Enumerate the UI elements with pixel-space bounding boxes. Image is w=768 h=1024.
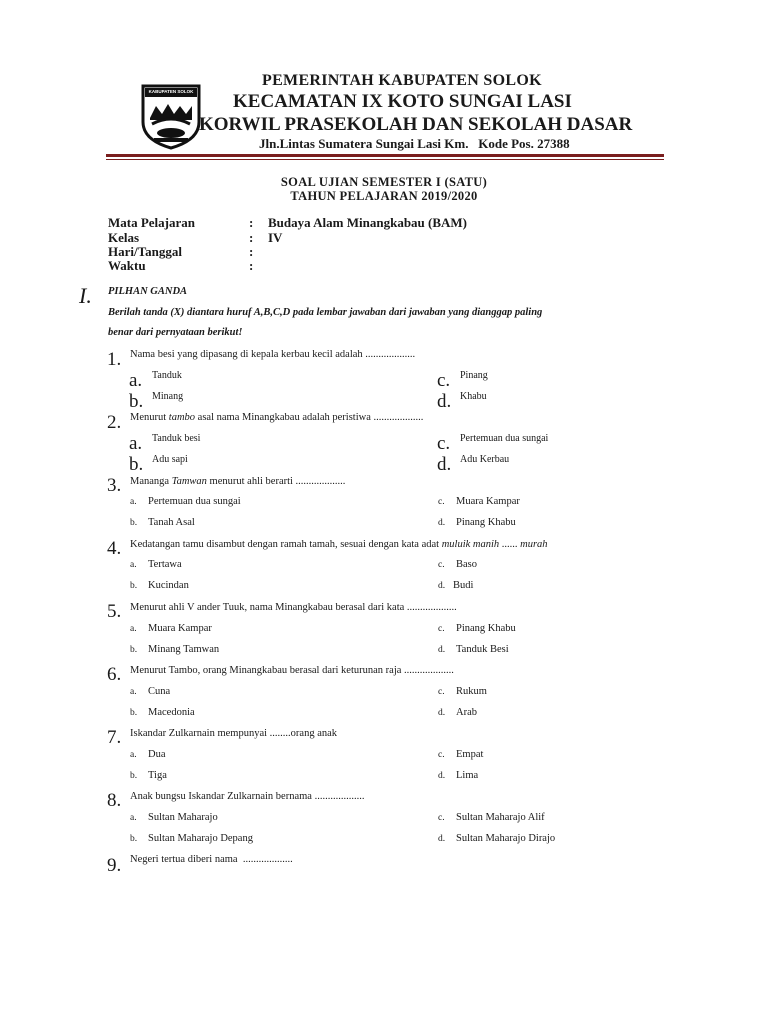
question-number: 7. [107, 727, 122, 748]
option-text: Pinang [460, 370, 488, 381]
question-number: 3. [107, 475, 122, 496]
option-letter: a. [130, 813, 137, 823]
option-text: Muara Kampar [148, 623, 212, 634]
option-letter: c. [438, 560, 445, 570]
option-letter: c. [438, 813, 445, 823]
question-number: 9. [107, 855, 122, 876]
option-text: Minang [152, 391, 184, 402]
option-text: Rukum [456, 686, 487, 697]
option-text: Tiga [148, 770, 167, 781]
question-text: Anak bungsu Iskandar Zulkarnain bernama ................... [130, 791, 365, 802]
header-rule-thin [106, 159, 664, 160]
option-letter: a. [129, 370, 143, 391]
exam-year: TAHUN PELAJARAN 2019/2020 [290, 189, 478, 203]
question-text: Menurut tambo asal nama Minangkabau adalah peristiwa ................... [130, 412, 424, 423]
option-text: Sultan Maharajo Dirajo [456, 833, 556, 844]
option-text: Lima [456, 770, 479, 781]
option-letter: a. [130, 687, 137, 697]
info-sep: : [249, 230, 254, 245]
option-letter: d. [438, 518, 446, 528]
option-text: Tanah Asal [148, 517, 195, 528]
option-letter: a. [130, 560, 137, 570]
option-text: Adu Kerbau [460, 454, 510, 465]
option-letter: d. [437, 454, 452, 475]
option-text: Sultan Maharajo Depang [148, 833, 253, 844]
header-address: Jln.Lintas Sumatera Sungai Lasi Km. Kode Pos. 27388 [259, 136, 570, 151]
info-label-subject: Mata Pelajaran [108, 215, 196, 230]
option-text: Arab [456, 707, 477, 718]
question-number: 5. [107, 601, 122, 622]
section-instruction-1: Berilah tanda (X) diantara huruf A,B,C,D pada lembar jawaban dari jawaban yang dianggap paling [108, 307, 543, 318]
option-letter: b. [130, 834, 138, 844]
option-letter: d. [437, 391, 452, 412]
option-letter: a. [130, 624, 137, 634]
option-text: Tanduk Besi [456, 644, 509, 655]
option-text: Cuna [148, 686, 171, 697]
logo-text: KABUPATEN SOLOK [148, 89, 194, 94]
question-text: Kedatangan tamu disambut dengan ramah tamah, sesuai dengan kata adat muluik manih ...... murah [130, 539, 548, 550]
option-text: Sultan Maharajo [148, 812, 218, 823]
info-value-subject: Budaya Alam Minangkabau (BAM) [268, 215, 468, 230]
option-letter: b. [129, 391, 144, 412]
exam-title: SOAL UJIAN SEMESTER I (SATU) [280, 175, 488, 189]
info-label-class: Kelas [108, 230, 140, 245]
option-text: Minang Tamwan [148, 644, 220, 655]
option-letter: d. [438, 708, 446, 718]
section-title: PILHAN GANDA [108, 286, 188, 297]
option-letter: b. [130, 581, 138, 591]
option-letter: d. [438, 645, 446, 655]
option-text: Pertemuan dua sungai [460, 433, 549, 444]
option-text: Kucindan [148, 580, 189, 591]
info-label-time: Waktu [108, 258, 146, 273]
option-text: Pinang Khabu [456, 517, 516, 528]
option-text: Pertemuan dua sungai [148, 496, 241, 507]
option-letter: c. [437, 433, 451, 454]
option-letter: b. [130, 771, 138, 781]
question-text: Menurut Tambo, orang Minangkabau berasal dari keturunan raja ................... [130, 665, 454, 676]
option-text: Sultan Maharajo Alif [456, 812, 545, 823]
option-letter: c. [438, 687, 445, 697]
info-value-class: IV [268, 230, 283, 245]
option-text: Tertawa [148, 559, 182, 570]
question-number: 2. [107, 412, 122, 433]
option-text: Baso [456, 559, 477, 570]
question-text: Negeri tertua diberi nama ................... [130, 854, 293, 865]
header-line-2: KECAMATAN IX KOTO SUNGAI LASI [233, 91, 572, 112]
option-letter: c. [437, 370, 451, 391]
section-instruction-2: benar dari pernyataan berikut! [108, 327, 243, 338]
option-letter: a. [130, 497, 137, 507]
option-letter: d. [438, 581, 446, 591]
option-letter: a. [129, 433, 143, 454]
info-label-date: Hari/Tanggal [108, 244, 182, 259]
info-sep: : [249, 258, 254, 273]
option-text: Tanduk [152, 370, 182, 381]
option-letter: c. [438, 750, 445, 760]
question-number: 1. [107, 349, 122, 370]
option-text: Adu sapi [152, 454, 188, 465]
option-text: Muara Kampar [456, 496, 520, 507]
option-letter: b. [130, 518, 138, 528]
option-text: Macedonia [148, 707, 195, 718]
info-sep: : [249, 215, 254, 230]
header-line-1: PEMERINTAH KABUPATEN SOLOK [262, 72, 542, 89]
section-roman: I. [79, 283, 92, 308]
option-letter: b. [130, 645, 138, 655]
option-letter: d. [438, 771, 446, 781]
option-text: Budi [453, 580, 474, 591]
option-letter: a. [130, 750, 137, 760]
option-letter: c. [438, 624, 445, 634]
question-number: 4. [107, 538, 122, 559]
option-letter: b. [130, 708, 138, 718]
option-text: Empat [456, 749, 484, 760]
question-text: Menurut ahli V ander Tuuk, nama Minangkabau berasal dari kata ................... [130, 602, 457, 613]
option-letter: c. [438, 497, 445, 507]
question-number: 6. [107, 664, 122, 685]
header-line-3: KORWIL PRASEKOLAH DAN SEKOLAH DASAR [199, 114, 633, 135]
option-text: Pinang Khabu [456, 623, 516, 634]
question-text: Mananga Tamwan menurut ahli berarti ................... [130, 476, 346, 487]
info-sep: : [249, 244, 254, 259]
question-text: Nama besi yang dipasang di kepala kerbau kecil adalah ................... [130, 349, 416, 360]
option-text: Khabu [460, 391, 487, 402]
question-number: 8. [107, 790, 122, 811]
option-letter: d. [438, 834, 446, 844]
option-letter: b. [129, 454, 144, 475]
header-rule-thick [106, 154, 664, 157]
question-text: Iskandar Zulkarnain mempunyai ........orang anak [130, 728, 338, 739]
option-text: Dua [148, 749, 166, 760]
option-text: Tanduk besi [152, 433, 201, 444]
